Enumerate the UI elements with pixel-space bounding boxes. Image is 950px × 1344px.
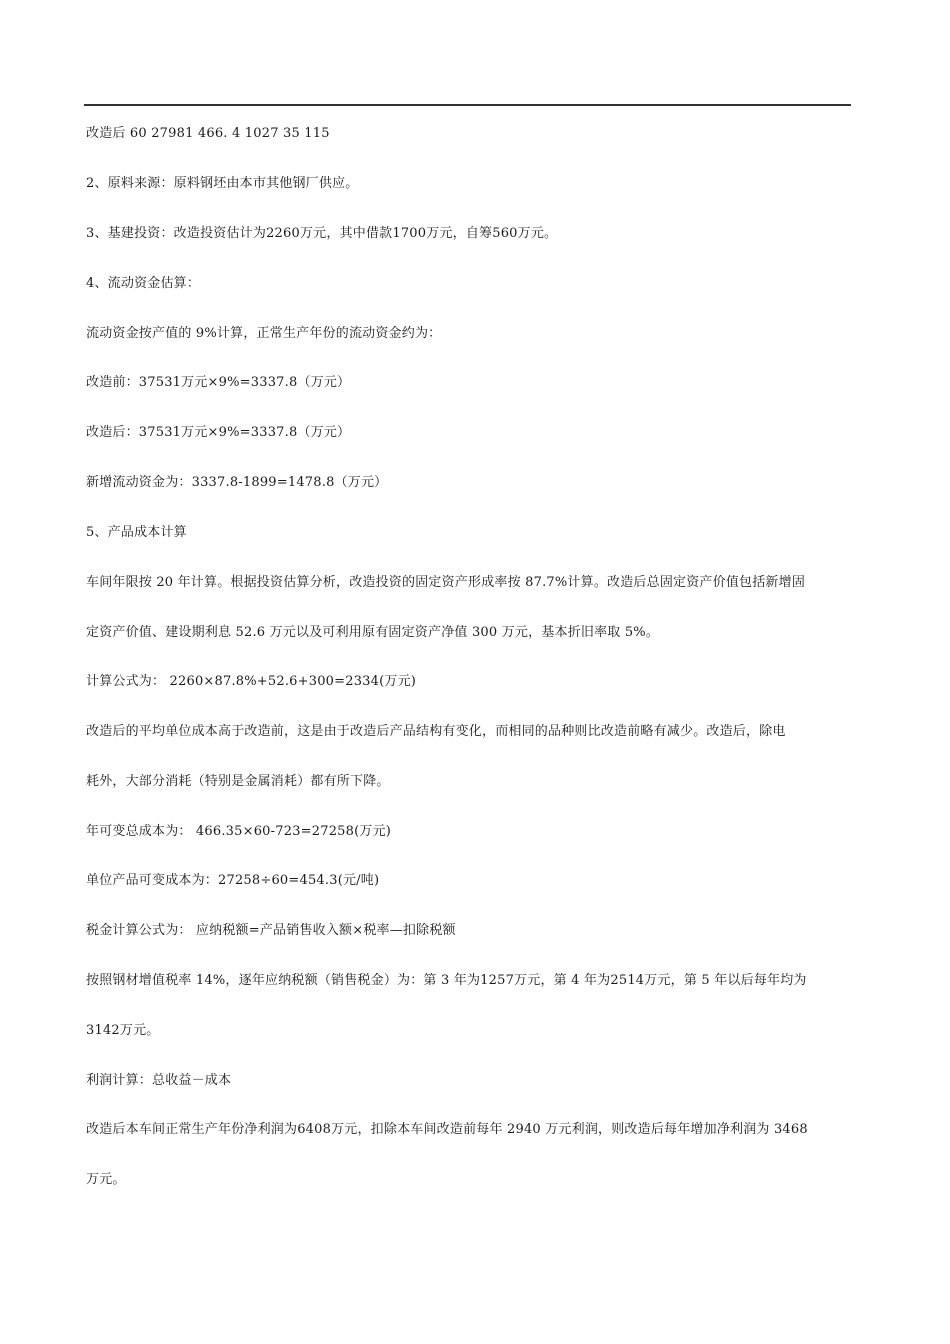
text-line: 新增流动资金为：3337.8-1899=1478.8（万元） xyxy=(86,475,388,490)
text-line: 改造后的平均单位成本高于改造前，这是由于改造后产品结构有变化，而相同的品种则比改造前略有减少。改造后，除电 xyxy=(86,724,786,739)
text-line: 流动资金按产值的 9%计算，正常生产年份的流动资金约为： xyxy=(86,326,442,341)
text-line: 税金计算公式为： 应纳税额=产品销售收入额×税率—扣除税额 xyxy=(86,923,456,938)
text-line: 定资产价值、建设期利息 52.6 万元以及可利用原有固定资产净值 300 万元，基本折旧率取 5%。 xyxy=(86,625,660,640)
text-line: 改造后：37531万元×9%=3337.8（万元） xyxy=(86,425,351,440)
text-line: 单位产品可变成本为：27258÷60=454.3(元/吨) xyxy=(86,873,380,888)
text-line: 利润计算：总收益－成本 xyxy=(86,1073,232,1088)
text-line: 年可变总成本为： 466.35×60-723=27258(万元) xyxy=(86,824,392,839)
text-line: 改造后本车间正常生产年份净利润为6408万元，扣除本车间改造前每年 2940 万元利润，则改造后每年增加净利润为 3468 xyxy=(86,1122,808,1137)
header-rule xyxy=(84,104,851,106)
text-line: 3142万元。 xyxy=(86,1023,160,1038)
text-line: 3、基建投资：改造投资估计为2260万元，其中借款1700万元，自筹560万元。 xyxy=(86,226,558,241)
text-line: 5、产品成本计算 xyxy=(86,525,187,540)
text-line: 2、原料来源：原料钢坯由本市其他钢厂供应。 xyxy=(86,176,359,191)
text-line: 车间年限按 20 年计算。根据投资估算分析，改造投资的固定资产形成率按 87.7%计算。改造后总固定资产价值包括新增固 xyxy=(86,575,806,590)
text-line: 改造前：37531万元×9%=3337.8（万元） xyxy=(86,375,351,390)
text-line: 按照钢材增值税率 14%，逐年应纳税额（销售税金）为：第 3 年为1257万元，第 4 年为2514万元，第 5 年以后每年均为 xyxy=(86,973,807,988)
text-line: 耗外，大部分消耗（特别是金属消耗）都有所下降。 xyxy=(86,774,390,789)
text-line: 4、流动资金估算： xyxy=(86,276,201,291)
text-line: 计算公式为： 2260×87.8%+52.6+300=2334(万元) xyxy=(86,674,417,689)
text-line: 万元。 xyxy=(86,1172,126,1187)
text-line: 改造后 60 27981 466. 4 1027 35 115 xyxy=(86,126,330,141)
